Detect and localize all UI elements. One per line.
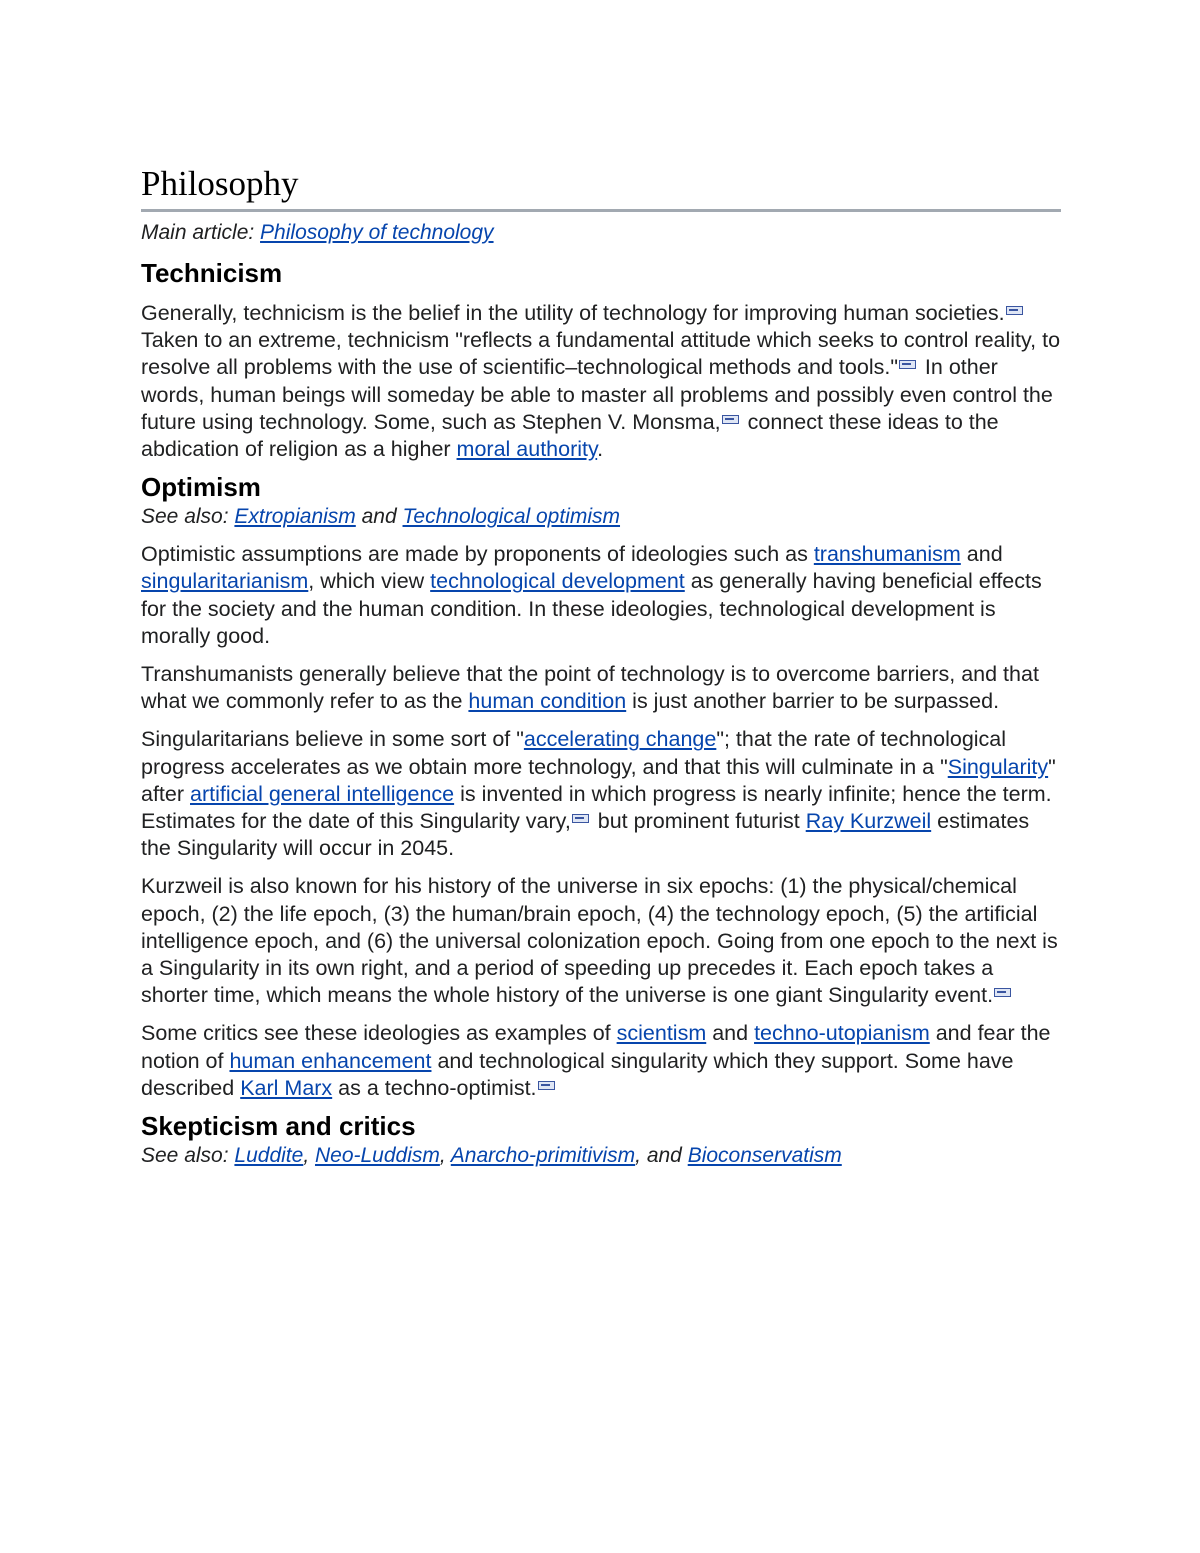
text: , [439, 1144, 451, 1168]
see-also-prefix: See also: [141, 505, 229, 529]
link-technological-development[interactable]: technological development [430, 569, 685, 594]
text: , and [635, 1144, 688, 1168]
optimism-paragraph-5 [141, 1020, 1061, 1102]
text: , [303, 1144, 315, 1168]
link-singularity[interactable]: Singularity [947, 754, 1049, 779]
technicism-paragraph [141, 300, 1061, 463]
link-accelerating-change[interactable]: accelerating change [523, 727, 717, 752]
page-title: Philosophy [141, 162, 1061, 212]
text: as generally having beneficial effects for the society and the human condition. In these ideologies, technological development is morally good. [141, 569, 1042, 648]
link-anarcho-primitivism[interactable]: Anarcho-primitivism [450, 1144, 636, 1168]
reference-marker-icon[interactable] [538, 1080, 555, 1090]
optimism-see-also [141, 503, 1061, 531]
text: "; that the rate of technological progress accelerates as we obtain more technology, and that this will culminate in a " [141, 727, 1007, 779]
text: Optimistic assumptions are made by proponents of ideologies such as [141, 542, 814, 567]
skepticism-see-also [141, 1142, 1061, 1170]
text: Some critics see these ideologies as examples of [141, 1021, 617, 1046]
text: and fear the notion of [141, 1021, 1051, 1073]
text: but prominent futurist [591, 809, 806, 834]
link-ray-kurzweil[interactable]: Ray Kurzweil [805, 809, 932, 834]
text: Generally, technicism is the belief in the utility of technology for improving human societies. [141, 301, 1005, 325]
reference-marker-icon[interactable] [1006, 305, 1023, 315]
heading-technicism: Technicism [141, 258, 283, 288]
link-scientism[interactable]: scientism [616, 1021, 707, 1046]
article-content [141, 162, 1061, 1170]
reference-marker-icon[interactable] [994, 987, 1011, 997]
optimism-paragraph-2 [141, 661, 1061, 715]
text: and [355, 505, 403, 529]
optimism-paragraph-1 [141, 541, 1061, 650]
heading-skepticism-and-critics: Skepticism and critics [141, 1111, 416, 1142]
text: , which view [308, 569, 431, 594]
see-also-prefix: See also: [141, 1144, 229, 1168]
heading-optimism: Optimism [141, 472, 261, 503]
text: Taken to an extreme, technicism "reflects a fundamental attitude which seeks to control reality, to resolve all problems with the use of scientific–technological methods and tools." [141, 328, 1061, 380]
text: Kurzweil is also known for his history of the universe in six epochs: (1) the physical/chemical epoch, (2) the life epoch, (3) the human/brain epoch, (4) the technology epoch, (5) the artificial intelligence epoch, and (6) the universal colonization epoch. Going from one epoch to the next is a Singularity in its own right, and a period of speeding up precedes it. Each epoch takes a shorter time, which means the whole history of the universe is one giant Singularity event. [141, 874, 1058, 1008]
optimism-paragraph-3 [141, 726, 1061, 862]
text: estimates the Singularity will occur in 2045. [141, 809, 1030, 861]
link-techno-utopianism[interactable]: techno-utopianism [754, 1021, 930, 1046]
reference-marker-icon[interactable] [722, 414, 739, 424]
optimism-paragraph-4 [141, 873, 1061, 1009]
text: " after [141, 754, 1056, 806]
link-moral-authority[interactable]: moral authority [456, 437, 598, 462]
text: connect these ideas to the abdication of religion as a higher [141, 409, 999, 462]
text: . [597, 437, 604, 462]
link-philosophy-of-technology[interactable]: Philosophy of technology [260, 221, 494, 244]
text: is just another barrier to be surpassed. [626, 689, 1000, 714]
text: is invented in which progress is nearly infinite; hence the term. Estimates for the date of this Singularity vary, [141, 781, 1052, 834]
link-extropianism[interactable]: Extropianism [234, 505, 356, 529]
reference-marker-icon[interactable] [899, 359, 916, 369]
text: and [706, 1021, 755, 1046]
text: Transhumanists generally believe that the point of technology is to overcome barriers, and that what we commonly refer to as the [141, 662, 1039, 714]
main-article-hatnote [141, 219, 1061, 247]
text: In other words, human beings will someday be able to master all problems and possibly even control the future using technology. Some, such as Stephen V. Monsma, [141, 355, 1053, 434]
link-karl-marx[interactable]: Karl Marx [240, 1075, 333, 1100]
text: and [960, 542, 1003, 567]
link-technological-optimism[interactable]: Technological optimism [402, 505, 621, 529]
text: Singularitarians believe in some sort of " [141, 727, 524, 752]
link-luddite[interactable]: Luddite [234, 1144, 304, 1168]
link-neo-luddism[interactable]: Neo-Luddism [314, 1144, 440, 1168]
text: as a techno-optimist. [332, 1075, 537, 1100]
text: and technological singularity which they support. Some have described [141, 1048, 1014, 1100]
link-artificial-general-intelligence[interactable]: artificial general intelligence [190, 781, 455, 806]
link-transhumanism[interactable]: transhumanism [813, 542, 961, 567]
hatnote-prefix: Main article: [141, 221, 255, 244]
link-human-condition[interactable]: human condition [468, 689, 627, 714]
link-human-enhancement[interactable]: human enhancement [229, 1048, 432, 1073]
link-bioconservatism[interactable]: Bioconservatism [687, 1144, 842, 1168]
link-singularitarianism[interactable]: singularitarianism [141, 569, 309, 594]
reference-marker-icon[interactable] [572, 813, 589, 823]
